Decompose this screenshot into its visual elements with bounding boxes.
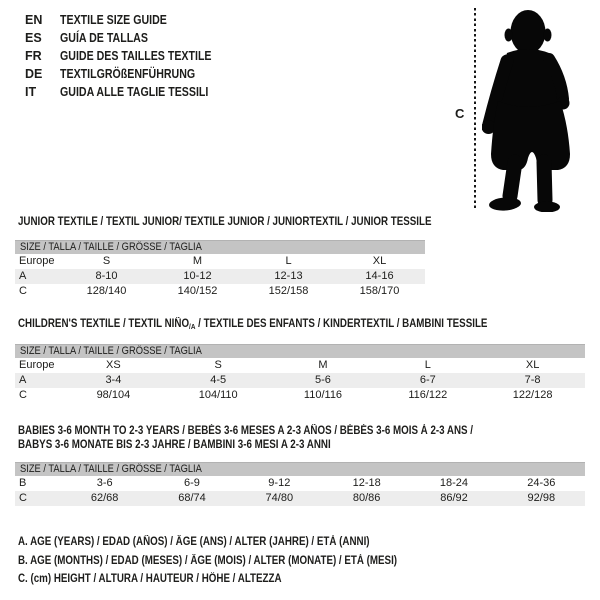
row-label: Europe (19, 359, 55, 371)
size-cell: 12-13 (274, 270, 303, 282)
size-cell: 6-9 (184, 477, 200, 489)
junior-table (15, 254, 425, 299)
size-cell: 68/74 (178, 492, 206, 504)
junior-table-title-text: JUNIOR TEXTILE / TEXTIL JUNIOR/ TEXTILE JUNIOR / JUNIORTEXTIL / JUNIOR TESSILE (18, 216, 432, 228)
children-table-title (18, 317, 570, 334)
table-row (15, 358, 585, 373)
size-cell: 9-12 (268, 477, 291, 489)
size-cell: 152/158 (268, 285, 309, 297)
legend-height-cm: C. (cm) HEIGHT / ALTURA / HAUTEUR / HÖHE / ALTEZZA (18, 573, 282, 585)
size-cell: 158/170 (359, 285, 400, 297)
language-row (25, 11, 238, 29)
language-code: ES (25, 31, 42, 45)
babies-size-table (15, 462, 585, 506)
size-cell: 92/98 (527, 492, 556, 504)
size-cell: 12-18 (352, 477, 381, 489)
children-table-title-text (18, 317, 487, 334)
row-label: Europe (19, 255, 55, 267)
children-table (15, 358, 585, 403)
children-size-table (15, 344, 585, 403)
size-cell: 18-24 (439, 477, 469, 489)
toddler-silhouette-icon (482, 6, 592, 212)
size-cell: 122/128 (512, 389, 553, 401)
children-title-pre: CHILDREN'S TEXTILE / TEXTIL NIÑO (18, 318, 190, 330)
height-dashed-line (474, 8, 476, 209)
guide-title: GUÍA DE TALLAS (60, 31, 148, 45)
size-cell: 74/80 (265, 492, 294, 504)
row-label: C (19, 285, 27, 297)
size-cell: 4-5 (210, 374, 227, 386)
table-row (15, 476, 585, 491)
legend (18, 533, 464, 589)
children-title-post: / TEXTILE DES ENFANTS / KINDERTEXTIL / BAMBINI TESSILE (195, 318, 488, 330)
size-cell: 14-16 (365, 270, 394, 282)
size-cell: M (192, 255, 203, 267)
language-row (25, 65, 238, 83)
size-cell: 80/86 (352, 492, 381, 504)
size-header-bar (15, 240, 425, 254)
guide-title: TEXTILE SIZE GUIDE (60, 13, 167, 27)
legend-age-years: A. AGE (YEARS) / EDAD (AÑOS) / ÂGE (ANS) / ALTER (JAHRE) / ETÀ (ANNI) (18, 536, 370, 548)
size-cell: 86/92 (440, 492, 468, 504)
language-code: FR (25, 49, 42, 63)
height-measure-label: C (455, 106, 465, 121)
size-cell: S (214, 359, 222, 371)
size-cell: 24-36 (527, 477, 556, 489)
size-cell: 110/116 (303, 389, 343, 401)
children-title-subscript: /A (189, 322, 196, 331)
row-label: A (19, 270, 27, 282)
guide-title: GUIDE DES TAILLES TEXTILE (60, 49, 212, 63)
size-header-bar (15, 462, 585, 476)
language-row (25, 47, 238, 65)
babies-table (15, 476, 585, 506)
junior-size-table (15, 240, 425, 299)
babies-title-line1: BABIES 3-6 MONTH TO 2-3 YEARS / BEBÉS 3-6 MESES A 2-3 AÑOS / BÉBÉS 3-6 MOIS À 2-3 ANS / (18, 425, 474, 437)
guide-title: TEXTILGRÖßENFÜHRUNG (60, 67, 196, 81)
junior-table-title (18, 215, 504, 229)
row-label: B (19, 477, 27, 489)
size-cell: XL (525, 359, 540, 371)
legend-row-a (18, 533, 464, 552)
legend-age-months: B. AGE (MONTHS) / EDAD (MESES) / ÂGE (MOIS) / ALTER (MONATE) / ETÀ (MESI) (18, 554, 398, 567)
language-row (25, 83, 238, 101)
size-header-label: SIZE / TALLA / TAILLE / GRÖSSE / TAGLIA (20, 345, 202, 357)
size-cell: 98/104 (96, 389, 131, 401)
size-cell: 104/110 (198, 389, 238, 401)
size-cell: S (102, 255, 111, 267)
size-cell: L (285, 255, 292, 267)
table-row (15, 388, 585, 403)
size-cell: 10-12 (183, 270, 212, 282)
size-header-bar (15, 344, 585, 358)
table-row (15, 284, 425, 299)
size-cell: 62/68 (90, 492, 119, 504)
size-cell: XS (106, 359, 121, 371)
row-label: A (19, 374, 27, 386)
size-cell: 128/140 (86, 285, 127, 297)
row-label: C (19, 389, 27, 401)
guide-title: GUIDA ALLE TAGLIE TESSILI (60, 85, 209, 99)
table-row (15, 373, 585, 388)
size-cell: L (424, 359, 431, 371)
size-cell: M (318, 359, 328, 371)
table-row (15, 269, 425, 284)
size-cell: 8-10 (95, 270, 118, 282)
size-header-label: SIZE / TALLA / TAILLE / GRÖSSE / TAGLIA (20, 463, 202, 475)
language-code: IT (25, 85, 37, 99)
table-row (15, 491, 585, 506)
language-row (25, 29, 238, 47)
babies-title-line2: BABYS 3-6 MONATE BIS 2-3 JAHRE / BAMBINI 3-6 MESI A 2-3 ANNI (18, 439, 331, 451)
legend-row-c (18, 570, 464, 589)
size-cell: 6-7 (419, 374, 436, 386)
language-code: EN (25, 13, 43, 27)
size-cell: 3-4 (105, 374, 122, 386)
table-row (15, 254, 425, 269)
row-label: C (19, 492, 27, 504)
language-title-list (25, 11, 238, 101)
babies-table-title (18, 424, 553, 452)
size-cell: 7-8 (524, 374, 541, 386)
legend-row-b (18, 552, 464, 571)
size-cell: 140/152 (177, 285, 218, 297)
size-header-label: SIZE / TALLA / TAILLE / GRÖSSE / TAGLIA (20, 241, 202, 253)
size-cell: 3-6 (96, 477, 113, 489)
language-code: DE (25, 67, 43, 81)
size-cell: XL (372, 255, 387, 267)
size-cell: 5-6 (315, 374, 331, 386)
size-cell: 116/122 (408, 389, 448, 401)
